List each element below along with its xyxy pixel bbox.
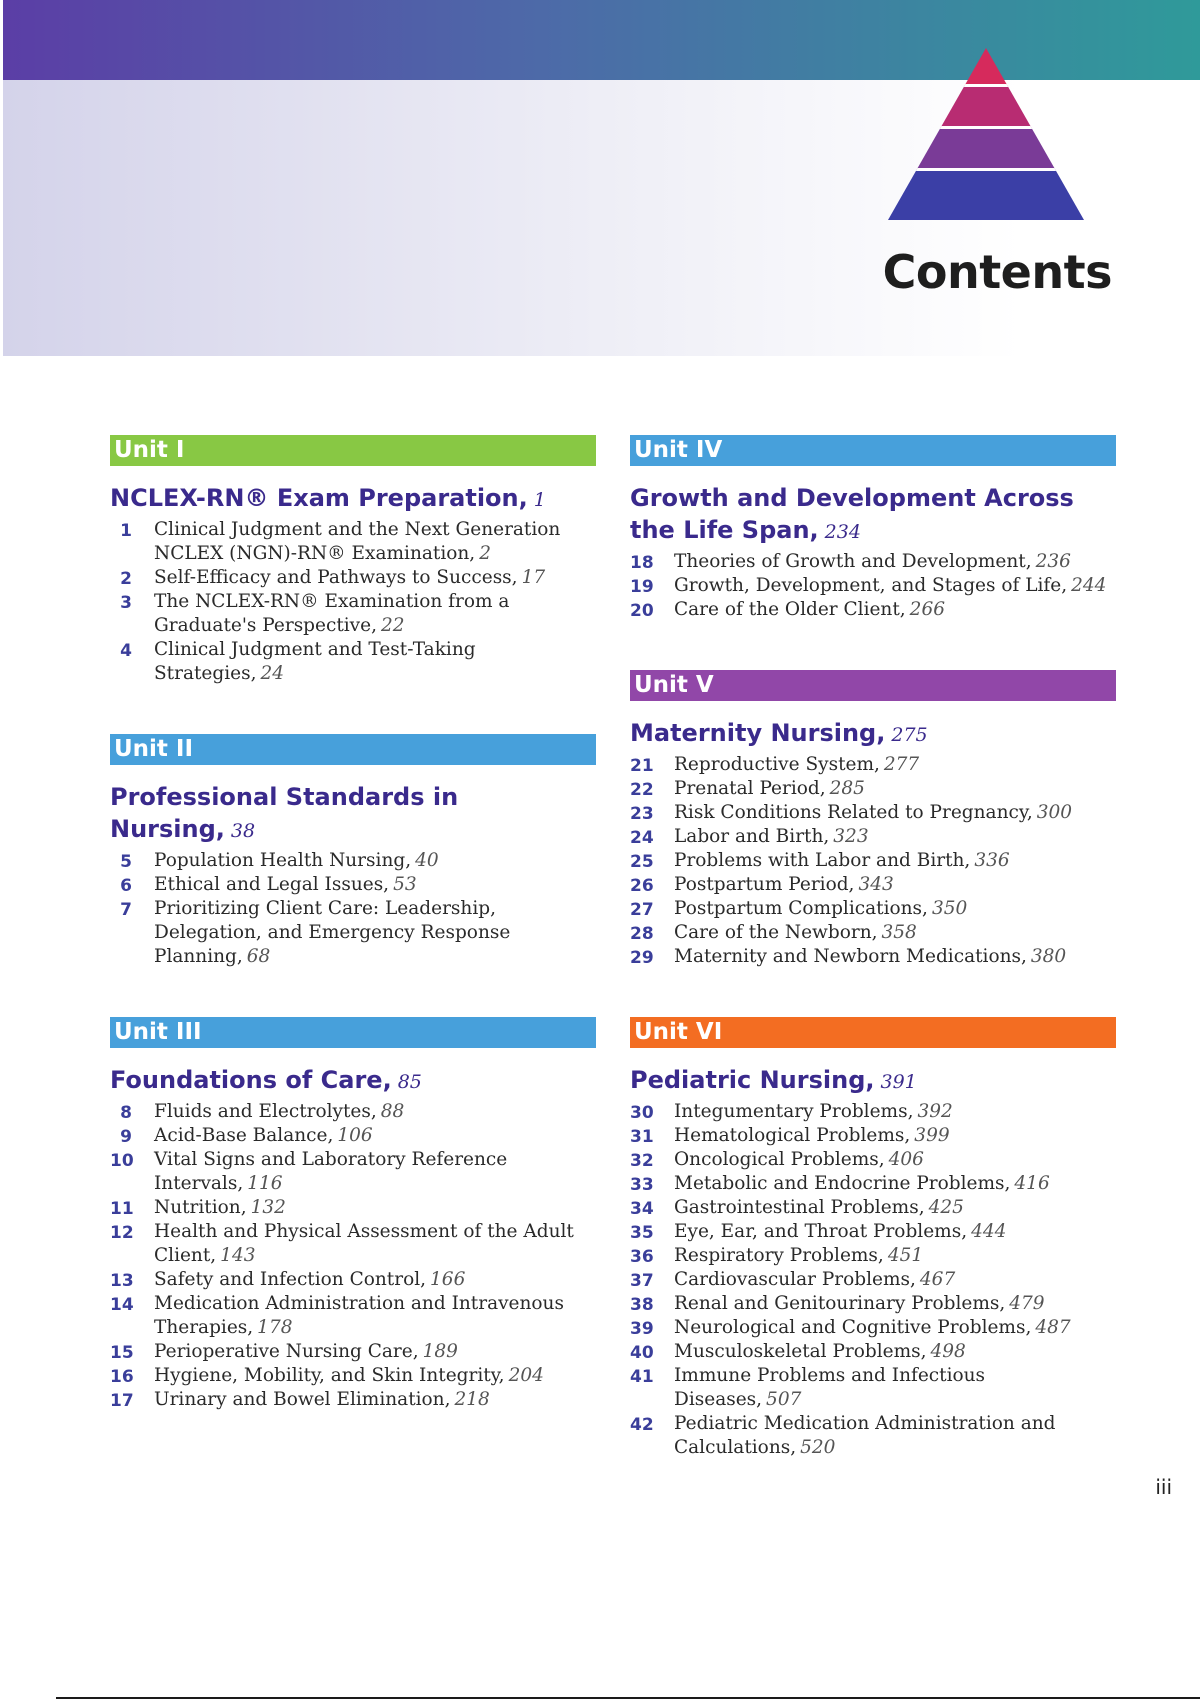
chapter-number: 18	[630, 553, 654, 573]
unit-page-number: 391	[880, 1071, 917, 1093]
chapter-entry[interactable]	[630, 1412, 1116, 1460]
footer-rule	[56, 1697, 1200, 1699]
chapter-title: Urinary and Bowel Elimination,	[154, 1389, 451, 1410]
chapter-page-number: 498	[930, 1341, 966, 1362]
chapter-number: 10	[110, 1151, 134, 1171]
chapter-page-number: 380	[1030, 946, 1067, 967]
unit-label-bar: Unit IV	[630, 435, 1116, 466]
chapter-number: 23	[630, 804, 654, 824]
chapter-entry[interactable]	[110, 1100, 596, 1124]
unit-title-text: Maternity Nursing,	[630, 719, 886, 747]
chapter-page-number: 416	[1014, 1173, 1050, 1194]
chapter-page-number: 444	[971, 1221, 1007, 1242]
chapter-title: Nutrition,	[154, 1197, 247, 1218]
chapter-page-number: 22	[380, 615, 405, 636]
chapter-number: 14	[110, 1295, 134, 1315]
unit-label-bar: Unit VI	[630, 1017, 1116, 1048]
chapter-page-number: 392	[917, 1101, 953, 1122]
chapter-number: 29	[630, 948, 654, 968]
unit-title[interactable]	[110, 482, 596, 516]
chapter-entry[interactable]	[110, 873, 596, 897]
chapter-entry[interactable]	[630, 1148, 1116, 1172]
chapter-page-number: 17	[521, 567, 546, 588]
unit-title[interactable]	[630, 482, 1116, 548]
chapter-title: Problems with Labor and Birth,	[674, 850, 971, 871]
unit-section	[630, 670, 1116, 969]
chapter-entry[interactable]	[630, 1316, 1116, 1340]
chapter-number: 34	[630, 1199, 654, 1219]
chapter-page-number: 507	[766, 1389, 802, 1410]
chapter-entry[interactable]	[630, 945, 1116, 969]
chapter-page-number: 323	[833, 826, 869, 847]
chapter-title: Musculoskeletal Problems,	[674, 1341, 927, 1362]
chapter-entry[interactable]	[630, 777, 1116, 801]
unit-title-text: Foundations of Care,	[110, 1066, 392, 1094]
chapter-page-number: 343	[858, 874, 894, 895]
chapter-page-number: 277	[883, 754, 920, 775]
chapter-page-number: 479	[1009, 1293, 1045, 1314]
unit-section	[630, 1017, 1116, 1460]
chapter-entry[interactable]	[630, 1220, 1116, 1244]
chapter-page-number: 300	[1036, 802, 1073, 823]
unit-label-bar: Unit I	[110, 435, 596, 466]
unit-title-text: Pediatric Nursing,	[630, 1066, 875, 1094]
chapter-entry[interactable]	[110, 1292, 596, 1340]
chapter-page-number: 143	[220, 1245, 256, 1266]
chapter-number: 38	[630, 1295, 654, 1315]
unit-title-text: Professional Standards in Nursing,	[110, 783, 459, 843]
chapter-page-number: 358	[881, 922, 917, 943]
chapter-title: Hematological Problems,	[674, 1125, 911, 1146]
chapter-title: Maternity and Newborn Medications,	[674, 946, 1027, 967]
chapter-number: 22	[630, 780, 654, 800]
unit-page-number: 275	[891, 724, 928, 746]
chapter-title: Medication Administration and Intravenous Therapies,	[154, 1293, 564, 1338]
chapter-entry[interactable]	[630, 598, 1116, 622]
chapter-number: 36	[630, 1247, 654, 1267]
chapter-entry[interactable]	[630, 873, 1116, 897]
chapter-title: Eye, Ear, and Throat Problems,	[674, 1221, 968, 1242]
page-number: iii	[1155, 1475, 1172, 1499]
chapter-number: 32	[630, 1151, 654, 1171]
chapter-list	[630, 550, 1116, 622]
chapter-number: 42	[630, 1415, 654, 1435]
unit-section	[110, 435, 596, 686]
unit-page-number: 38	[230, 820, 256, 842]
chapter-number: 3	[120, 593, 132, 613]
chapter-number: 28	[630, 924, 654, 944]
chapter-entry[interactable]	[110, 1196, 596, 1220]
chapter-title: Renal and Genitourinary Problems,	[674, 1293, 1006, 1314]
chapter-title: Population Health Nursing,	[154, 850, 412, 871]
unit-section	[110, 1017, 596, 1412]
chapter-title: Reproductive System,	[674, 754, 880, 775]
chapter-title: Respiratory Problems,	[674, 1245, 884, 1266]
chapter-entry[interactable]	[110, 1364, 596, 1388]
chapter-entry[interactable]	[630, 825, 1116, 849]
chapter-entry[interactable]	[110, 1148, 596, 1196]
chapter-page-number: 24	[260, 663, 284, 684]
chapter-title: Immune Problems and Infectious Diseases,	[674, 1365, 986, 1410]
chapter-title: Growth, Development, and Stages of Life,	[674, 575, 1068, 596]
chapter-title: Neurological and Cognitive Problems,	[674, 1317, 1032, 1338]
chapter-number: 6	[120, 876, 132, 896]
chapter-title: Ethical and Legal Issues,	[154, 874, 390, 895]
chapter-page-number: 178	[257, 1317, 293, 1338]
chapter-number: 2	[120, 569, 132, 589]
chapter-title: Postpartum Period,	[674, 874, 855, 895]
chapter-title: Oncological Problems,	[674, 1149, 885, 1170]
chapter-entry[interactable]	[630, 753, 1116, 777]
chapter-title: Care of the Newborn,	[674, 922, 878, 943]
chapter-number: 40	[630, 1343, 654, 1363]
chapter-entry[interactable]	[630, 849, 1116, 873]
chapter-list	[110, 1100, 596, 1412]
chapter-number: 41	[630, 1367, 654, 1387]
chapter-number: 35	[630, 1223, 654, 1243]
chapter-page-number: 451	[887, 1245, 924, 1266]
unit-title[interactable]	[110, 1064, 596, 1098]
chapter-entry[interactable]	[630, 1124, 1116, 1148]
chapter-title: Pediatric Medication Administration and Calculations,	[674, 1413, 1056, 1458]
chapter-entry[interactable]	[630, 1340, 1116, 1364]
unit-label-bar: Unit V	[630, 670, 1116, 701]
chapter-title: Clinical Judgment and the Next Generation NCLEX (NGN)-RN® Examination,	[154, 519, 561, 564]
chapter-number: 17	[110, 1391, 134, 1411]
chapter-title: Care of the Older Client,	[674, 599, 906, 620]
chapter-entry[interactable]	[630, 550, 1116, 574]
unit-title[interactable]	[630, 717, 1116, 751]
chapter-number: 13	[110, 1271, 134, 1291]
chapter-entry[interactable]	[630, 921, 1116, 945]
chapter-page-number: 425	[928, 1197, 964, 1218]
chapter-number: 7	[120, 900, 132, 920]
chapter-page-number: 236	[1035, 551, 1071, 572]
chapter-number: 24	[630, 828, 654, 848]
chapter-entry[interactable]	[110, 590, 596, 638]
chapter-page-number: 88	[380, 1101, 405, 1122]
chapter-title: Labor and Birth,	[674, 826, 830, 847]
chapter-number: 27	[630, 900, 654, 920]
unit-label-bar: Unit III	[110, 1017, 596, 1048]
chapter-page-number: 166	[430, 1269, 466, 1290]
chapter-page-number: 204	[508, 1365, 544, 1386]
chapter-title: Health and Physical Assessment of the Adult Client,	[154, 1221, 574, 1266]
chapter-number: 11	[110, 1199, 134, 1219]
chapter-title: Perioperative Nursing Care,	[154, 1341, 419, 1362]
chapter-list	[630, 753, 1116, 969]
chapter-title: Metabolic and Endocrine Problems,	[674, 1173, 1011, 1194]
chapter-page-number: 53	[393, 874, 417, 895]
chapter-number: 33	[630, 1175, 654, 1195]
chapter-number: 39	[630, 1319, 654, 1339]
chapter-page-number: 244	[1071, 575, 1107, 596]
chapter-page-number: 40	[415, 850, 439, 871]
chapter-title: Safety and Infection Control,	[154, 1269, 427, 1290]
chapter-number: 25	[630, 852, 654, 872]
unit-section	[630, 435, 1116, 622]
chapter-title: Clinical Judgment and Test-Taking Strategies,	[154, 639, 476, 684]
chapter-entry[interactable]	[630, 1100, 1116, 1124]
chapter-number: 21	[630, 756, 654, 776]
chapter-entry[interactable]	[110, 518, 596, 566]
chapter-list	[110, 518, 596, 686]
chapter-page-number: 218	[454, 1389, 490, 1410]
chapter-page-number: 487	[1035, 1317, 1071, 1338]
toc-left-column	[110, 435, 596, 1460]
chapter-number: 30	[630, 1103, 654, 1123]
chapter-number: 12	[110, 1223, 134, 1243]
chapter-page-number: 132	[250, 1197, 286, 1218]
chapter-list	[110, 849, 596, 969]
chapter-title: Integumentary Problems,	[674, 1101, 914, 1122]
chapter-title: Risk Conditions Related to Pregnancy,	[674, 802, 1033, 823]
chapter-entry[interactable]	[630, 1196, 1116, 1220]
unit-page-number: 234	[824, 521, 861, 543]
unit-title-text: Growth and Development Across the Life Span,	[630, 484, 1074, 544]
chapter-page-number: 520	[800, 1437, 836, 1458]
chapter-page-number: 266	[909, 599, 945, 620]
chapter-entry[interactable]	[110, 1388, 596, 1412]
chapter-title: Prenatal Period,	[674, 778, 826, 799]
chapter-entry[interactable]	[110, 1220, 596, 1268]
chapter-number: 8	[120, 1103, 132, 1123]
chapter-entry[interactable]	[630, 1364, 1116, 1412]
chapter-number: 19	[630, 577, 654, 597]
chapter-entry[interactable]	[110, 897, 596, 969]
chapter-entry[interactable]	[110, 638, 596, 686]
unit-title-text: NCLEX-RN® Exam Preparation,	[110, 484, 528, 512]
unit-title[interactable]	[630, 1064, 1116, 1098]
chapter-number: 9	[120, 1127, 132, 1147]
chapter-title: Acid-Base Balance,	[154, 1125, 334, 1146]
chapter-page-number: 2	[479, 543, 491, 564]
chapter-number: 20	[630, 601, 654, 621]
chapter-list	[630, 1100, 1116, 1460]
chapter-entry[interactable]	[110, 849, 596, 873]
chapter-entry[interactable]	[110, 566, 596, 590]
chapter-entry[interactable]	[630, 897, 1116, 921]
chapter-title: Postpartum Complications,	[674, 898, 928, 919]
chapter-page-number: 467	[919, 1269, 956, 1290]
unit-page-number: 85	[397, 1071, 422, 1093]
chapter-number: 31	[630, 1127, 654, 1147]
chapter-title: Prioritizing Client Care: Leadership, Delegation, and Emergency Response Planning,	[154, 898, 511, 967]
chapter-page-number: 285	[829, 778, 865, 799]
chapter-number: 15	[110, 1343, 134, 1363]
chapter-entry[interactable]	[630, 801, 1116, 825]
chapter-page-number: 116	[247, 1173, 283, 1194]
chapter-page-number: 336	[974, 850, 1010, 871]
unit-page-number: 1	[533, 489, 546, 511]
pyramid-logo-icon	[888, 48, 1084, 220]
chapter-title: Self-Efficacy and Pathways to Success,	[154, 567, 518, 588]
chapter-number: 1	[120, 521, 132, 541]
chapter-page-number: 106	[337, 1125, 373, 1146]
page-title: Contents	[882, 245, 1112, 299]
chapter-number: 26	[630, 876, 654, 896]
unit-section	[110, 734, 596, 969]
chapter-entry[interactable]	[630, 1244, 1116, 1268]
chapter-title: Theories of Growth and Development,	[674, 551, 1032, 572]
chapter-entry[interactable]	[110, 1340, 596, 1364]
chapter-title: Gastrointestinal Problems,	[674, 1197, 925, 1218]
toc-right-column	[630, 435, 1116, 1508]
chapter-page-number: 399	[914, 1125, 950, 1146]
chapter-entry[interactable]	[630, 1268, 1116, 1292]
chapter-entry[interactable]	[110, 1268, 596, 1292]
chapter-title: Vital Signs and Laboratory Reference Intervals,	[154, 1149, 508, 1194]
chapter-entry[interactable]	[630, 1292, 1116, 1316]
chapter-page-number: 68	[246, 946, 271, 967]
chapter-title: Cardiovascular Problems,	[674, 1269, 916, 1290]
unit-title[interactable]	[110, 781, 596, 847]
chapter-page-number: 189	[422, 1341, 458, 1362]
chapter-number: 4	[120, 641, 132, 661]
chapter-entry[interactable]	[630, 1172, 1116, 1196]
chapter-entry[interactable]	[630, 574, 1116, 598]
chapter-page-number: 406	[888, 1149, 924, 1170]
chapter-title: Hygiene, Mobility, and Skin Integrity,	[154, 1365, 505, 1386]
chapter-number: 16	[110, 1367, 134, 1387]
chapter-title: Fluids and Electrolytes,	[154, 1101, 377, 1122]
chapter-page-number: 350	[931, 898, 968, 919]
unit-label-bar: Unit II	[110, 734, 596, 765]
chapter-number: 37	[630, 1271, 654, 1291]
chapter-number: 5	[120, 852, 132, 872]
chapter-title: The NCLEX-RN® Examination from a Graduate's Perspective,	[154, 591, 510, 636]
chapter-entry[interactable]	[110, 1124, 596, 1148]
